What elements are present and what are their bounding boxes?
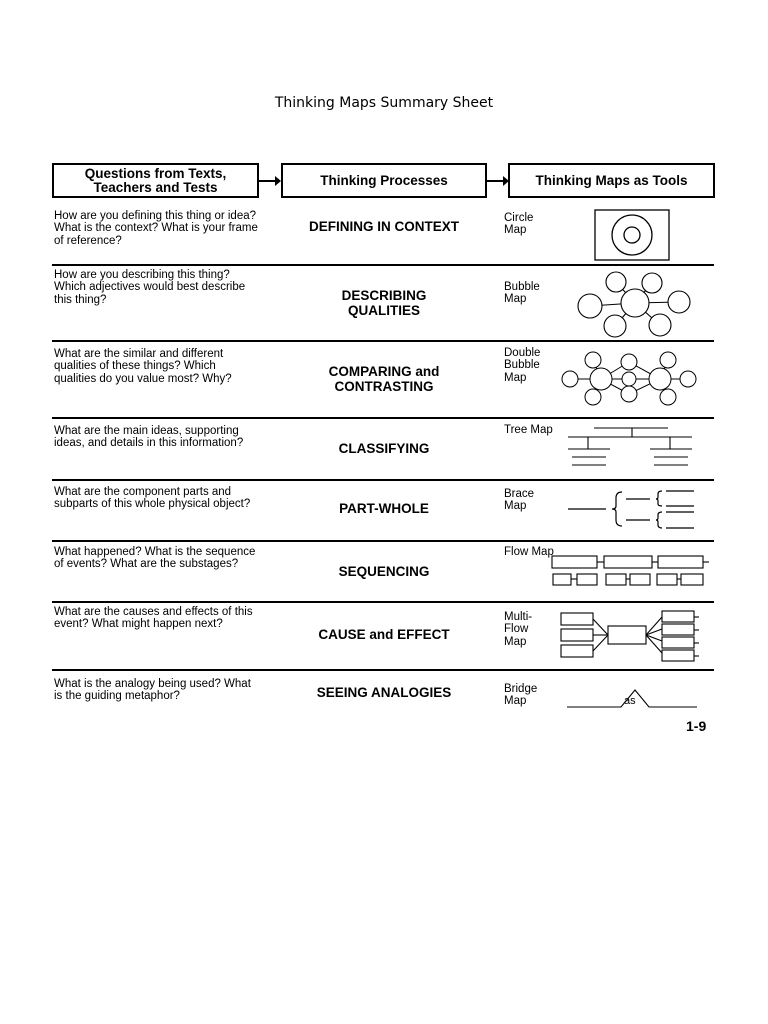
header-questions: Questions from Texts, Teachers and Tests [52,163,259,198]
row-divider [52,417,714,419]
bubble-map-icon [570,270,700,338]
row-process: DEFINING IN CONTEXT [308,219,459,234]
row-question: How are you defining this thing or idea? What is the context? What is your frame of reference? [54,210,258,247]
page-number: 1-9 [686,718,707,734]
row-process: DESCRIBING QUALITIES [341,288,427,318]
header-arrow-1 [259,180,279,182]
row-question: What are the component parts and subparts of this whole physical object? [54,486,251,511]
row-map-name: Circle Map [504,212,534,237]
row-divider [52,601,714,603]
row-process: CLASSIFYING [338,441,430,456]
row-divider [52,340,714,342]
row-map-name: Bubble Map [504,281,540,306]
row-question: What is the analogy being used? What is the guiding metaphor? [54,678,251,703]
row-divider [52,264,714,266]
row-question: What are the causes and effects of this event? What might happen next? [54,606,253,631]
flow-map-icon [550,554,710,588]
header-processes: Thinking Processes [281,163,487,198]
multi-flow-map-icon [558,611,700,661]
circle-map-icon [594,209,670,261]
header-maps: Thinking Maps as Tools [508,163,715,198]
row-map-name: Double Bubble Map [504,347,541,384]
header-arrow-2 [487,180,507,182]
row-process: PART-WHOLE [339,501,429,516]
double-bubble-map-icon [558,350,698,408]
row-map-name: Multi-Flow Map [504,611,533,648]
row-map-name: Tree Map [504,424,553,436]
brace-map-icon [566,488,698,530]
row-question: What happened? What is the sequence of events? What are the substages? [54,546,256,571]
row-map-name: Bridge Map [504,683,538,708]
page-title: Thinking Maps Summary Sheet [274,95,494,111]
row-process: SEEING ANALOGIES [316,685,452,700]
row-map-name: Flow Map [504,546,554,558]
row-process: SEQUENCING [338,564,430,579]
row-question: What are the similar and different qualities of these things? Which qualities do you value most? Why? [54,348,232,385]
row-question: What are the main ideas, supporting ideas, and details in this information? [54,425,244,450]
row-divider [52,479,714,481]
bridge-word: as [624,695,636,707]
row-divider [52,669,714,671]
tree-map-icon [566,425,696,471]
row-map-name: Brace Map [504,488,535,513]
row-question: How are you describing this thing? Which adjectives would best describe this thing? [54,269,246,306]
row-divider [52,540,714,542]
row-process: COMPARING and CONTRASTING [328,364,440,394]
row-process: CAUSE and EFFECT [318,627,450,642]
